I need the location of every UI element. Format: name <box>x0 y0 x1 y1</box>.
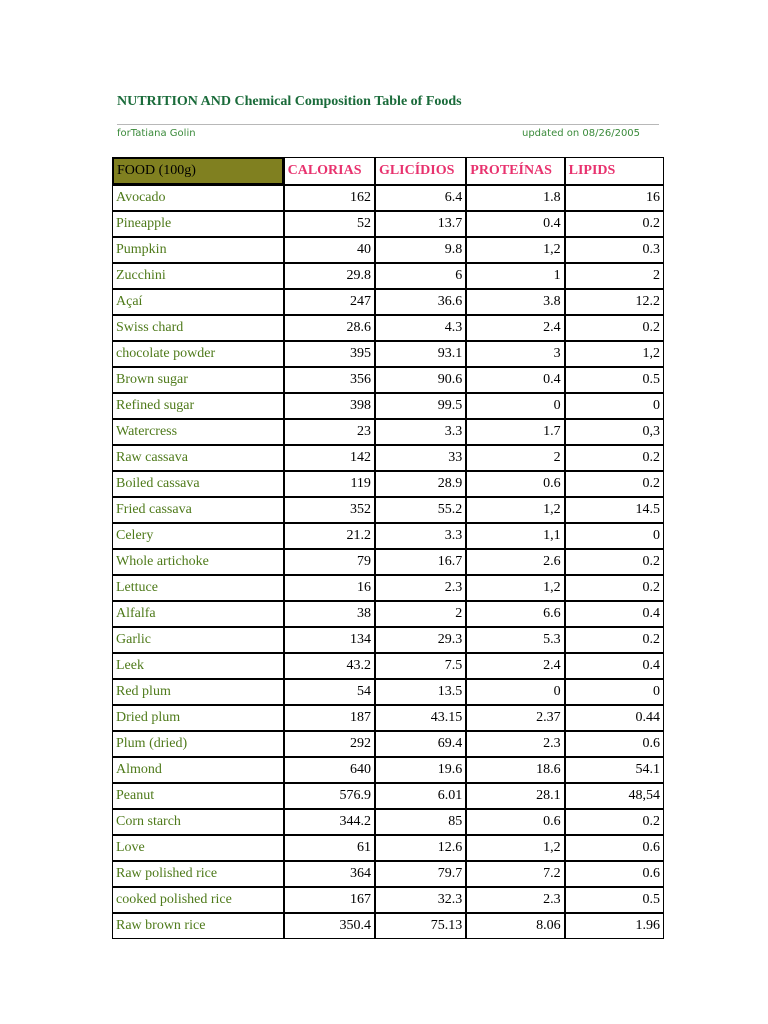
proteins-value: 1,2 <box>466 575 564 601</box>
food-name: Raw cassava <box>112 445 284 471</box>
carbohydrates-value: 16.7 <box>375 549 466 575</box>
lipids-value: 0.4 <box>565 601 664 627</box>
proteins-value: 5.3 <box>466 627 564 653</box>
calories-value: 167 <box>284 887 375 913</box>
table-row <box>112 185 664 211</box>
table-row <box>112 783 664 809</box>
lipids-value: 0.6 <box>565 731 664 757</box>
carbohydrates-value: 9.8 <box>375 237 466 263</box>
carbohydrates-value: 32.3 <box>375 887 466 913</box>
carbohydrates-value: 79.7 <box>375 861 466 887</box>
calories-value: 247 <box>284 289 375 315</box>
table-row <box>112 705 664 731</box>
food-name: Peanut <box>112 783 284 809</box>
lipids-value: 2 <box>565 263 664 289</box>
column-header-lipids: LIPIDS <box>565 157 664 185</box>
carbohydrates-value: 99.5 <box>375 393 466 419</box>
food-name: chocolate powder <box>112 341 284 367</box>
carbohydrates-value: 43.15 <box>375 705 466 731</box>
proteins-value: 1.7 <box>466 419 564 445</box>
calories-value: 352 <box>284 497 375 523</box>
calories-value: 395 <box>284 341 375 367</box>
proteins-value: 3.8 <box>466 289 564 315</box>
table-row <box>112 393 664 419</box>
lipids-value: 0 <box>565 679 664 705</box>
food-name: cooked polished rice <box>112 887 284 913</box>
title-divider <box>117 124 659 125</box>
calories-value: 28.6 <box>284 315 375 341</box>
table-row <box>112 497 664 523</box>
table-row <box>112 653 664 679</box>
lipids-value: 0 <box>565 393 664 419</box>
proteins-value: 2.4 <box>466 653 564 679</box>
calories-value: 292 <box>284 731 375 757</box>
table-row <box>112 627 664 653</box>
table-row <box>112 835 664 861</box>
carbohydrates-value: 33 <box>375 445 466 471</box>
food-name: Dried plum <box>112 705 284 731</box>
proteins-value: 2.37 <box>466 705 564 731</box>
table-row <box>112 679 664 705</box>
food-name: Pumpkin <box>112 237 284 263</box>
carbohydrates-value: 55.2 <box>375 497 466 523</box>
calories-value: 79 <box>284 549 375 575</box>
column-header-carbohydrates: GLICÍDIOS <box>375 157 466 185</box>
food-name: Leek <box>112 653 284 679</box>
calories-value: 364 <box>284 861 375 887</box>
table-row <box>112 237 664 263</box>
author-byline: forTatiana Golin <box>117 128 196 139</box>
proteins-value: 2.6 <box>466 549 564 575</box>
lipids-value: 0.44 <box>565 705 664 731</box>
table-row <box>112 601 664 627</box>
food-name: Corn starch <box>112 809 284 835</box>
calories-value: 350.4 <box>284 913 375 939</box>
lipids-value: 0.2 <box>565 315 664 341</box>
proteins-value: 2.3 <box>466 731 564 757</box>
proteins-value: 0.4 <box>466 367 564 393</box>
lipids-value: 16 <box>565 185 664 211</box>
carbohydrates-value: 36.6 <box>375 289 466 315</box>
food-name: Red plum <box>112 679 284 705</box>
proteins-value: 28.1 <box>466 783 564 809</box>
lipids-value: 0.2 <box>565 471 664 497</box>
lipids-value: 0.2 <box>565 445 664 471</box>
carbohydrates-value: 85 <box>375 809 466 835</box>
column-header-calories: CALORIAS <box>284 157 375 185</box>
lipids-value: 1.96 <box>565 913 664 939</box>
table-row <box>112 861 664 887</box>
proteins-value: 6.6 <box>466 601 564 627</box>
carbohydrates-value: 29.3 <box>375 627 466 653</box>
food-name: Avocado <box>112 185 284 211</box>
food-name: Watercress <box>112 419 284 445</box>
calories-value: 119 <box>284 471 375 497</box>
food-name: Whole artichoke <box>112 549 284 575</box>
proteins-value: 0 <box>466 393 564 419</box>
carbohydrates-value: 7.5 <box>375 653 466 679</box>
carbohydrates-value: 19.6 <box>375 757 466 783</box>
lipids-value: 54.1 <box>565 757 664 783</box>
food-name: Raw polished rice <box>112 861 284 887</box>
carbohydrates-value: 90.6 <box>375 367 466 393</box>
calories-value: 54 <box>284 679 375 705</box>
page-title: NUTRITION AND Chemical Composition Table of Foods <box>117 94 462 109</box>
proteins-value: 2.4 <box>466 315 564 341</box>
table-row <box>112 549 664 575</box>
food-name: Swiss chard <box>112 315 284 341</box>
proteins-value: 1,2 <box>466 497 564 523</box>
calories-value: 40 <box>284 237 375 263</box>
calories-value: 21.2 <box>284 523 375 549</box>
column-header-proteins: PROTEÍNAS <box>466 157 564 185</box>
proteins-value: 8.06 <box>466 913 564 939</box>
calories-value: 640 <box>284 757 375 783</box>
calories-value: 162 <box>284 185 375 211</box>
proteins-value: 18.6 <box>466 757 564 783</box>
lipids-value: 48,54 <box>565 783 664 809</box>
proteins-value: 2 <box>466 445 564 471</box>
carbohydrates-value: 2 <box>375 601 466 627</box>
carbohydrates-value: 28.9 <box>375 471 466 497</box>
calories-value: 52 <box>284 211 375 237</box>
carbohydrates-value: 3.3 <box>375 419 466 445</box>
column-header-food: FOOD (100g) <box>112 157 284 185</box>
lipids-value: 1,2 <box>565 341 664 367</box>
table-row <box>112 913 664 939</box>
calories-value: 576.9 <box>284 783 375 809</box>
lipids-value: 0.2 <box>565 549 664 575</box>
carbohydrates-value: 6 <box>375 263 466 289</box>
calories-value: 398 <box>284 393 375 419</box>
calories-value: 356 <box>284 367 375 393</box>
food-name: Love <box>112 835 284 861</box>
lipids-value: 0.2 <box>565 809 664 835</box>
lipids-value: 0.2 <box>565 211 664 237</box>
table-row <box>112 211 664 237</box>
table-body <box>112 185 664 939</box>
carbohydrates-value: 13.5 <box>375 679 466 705</box>
food-name: Fried cassava <box>112 497 284 523</box>
carbohydrates-value: 3.3 <box>375 523 466 549</box>
lipids-value: 0.6 <box>565 835 664 861</box>
proteins-value: 7.2 <box>466 861 564 887</box>
food-name: Celery <box>112 523 284 549</box>
food-name: Raw brown rice <box>112 913 284 939</box>
food-name: Refined sugar <box>112 393 284 419</box>
proteins-value: 1,2 <box>466 237 564 263</box>
calories-value: 23 <box>284 419 375 445</box>
calories-value: 187 <box>284 705 375 731</box>
table-row <box>112 471 664 497</box>
carbohydrates-value: 4.3 <box>375 315 466 341</box>
calories-value: 43.2 <box>284 653 375 679</box>
carbohydrates-value: 6.01 <box>375 783 466 809</box>
table-row <box>112 445 664 471</box>
food-name: Boiled cassava <box>112 471 284 497</box>
carbohydrates-value: 2.3 <box>375 575 466 601</box>
food-name: Zucchini <box>112 263 284 289</box>
proteins-value: 1,2 <box>466 835 564 861</box>
proteins-value: 0.4 <box>466 211 564 237</box>
proteins-value: 1,1 <box>466 523 564 549</box>
proteins-value: 0 <box>466 679 564 705</box>
table-header-row <box>112 157 664 185</box>
lipids-value: 0.2 <box>565 627 664 653</box>
calories-value: 29.8 <box>284 263 375 289</box>
updated-date: updated on 08/26/2005 <box>522 128 641 139</box>
carbohydrates-value: 93.1 <box>375 341 466 367</box>
table-row <box>112 809 664 835</box>
food-name: Plum (dried) <box>112 731 284 757</box>
carbohydrates-value: 6.4 <box>375 185 466 211</box>
table-row <box>112 523 664 549</box>
table-row <box>112 315 664 341</box>
food-name: Almond <box>112 757 284 783</box>
table-row <box>112 263 664 289</box>
lipids-value: 0.4 <box>565 653 664 679</box>
proteins-value: 1 <box>466 263 564 289</box>
proteins-value: 0.6 <box>466 471 564 497</box>
table-row <box>112 419 664 445</box>
lipids-value: 0 <box>565 523 664 549</box>
proteins-value: 2.3 <box>466 887 564 913</box>
lipids-value: 0.2 <box>565 575 664 601</box>
proteins-value: 3 <box>466 341 564 367</box>
proteins-value: 1.8 <box>466 185 564 211</box>
calories-value: 16 <box>284 575 375 601</box>
lipids-value: 0.5 <box>565 367 664 393</box>
lipids-value: 12.2 <box>565 289 664 315</box>
food-name: Garlic <box>112 627 284 653</box>
proteins-value: 0.6 <box>466 809 564 835</box>
food-name: Pineapple <box>112 211 284 237</box>
lipids-value: 0.6 <box>565 861 664 887</box>
calories-value: 38 <box>284 601 375 627</box>
carbohydrates-value: 12.6 <box>375 835 466 861</box>
carbohydrates-value: 69.4 <box>375 731 466 757</box>
lipids-value: 0.5 <box>565 887 664 913</box>
table-row <box>112 367 664 393</box>
lipids-value: 14.5 <box>565 497 664 523</box>
food-name: Alfalfa <box>112 601 284 627</box>
table-row <box>112 341 664 367</box>
calories-value: 134 <box>284 627 375 653</box>
table-row <box>112 575 664 601</box>
nutrition-table <box>112 157 664 939</box>
carbohydrates-value: 13.7 <box>375 211 466 237</box>
carbohydrates-value: 75.13 <box>375 913 466 939</box>
calories-value: 61 <box>284 835 375 861</box>
lipids-value: 0.3 <box>565 237 664 263</box>
food-name: Brown sugar <box>112 367 284 393</box>
table-row <box>112 757 664 783</box>
table-row <box>112 731 664 757</box>
lipids-value: 0,3 <box>565 419 664 445</box>
food-name: Açaí <box>112 289 284 315</box>
calories-value: 142 <box>284 445 375 471</box>
calories-value: 344.2 <box>284 809 375 835</box>
table-row <box>112 289 664 315</box>
table-row <box>112 887 664 913</box>
food-name: Lettuce <box>112 575 284 601</box>
